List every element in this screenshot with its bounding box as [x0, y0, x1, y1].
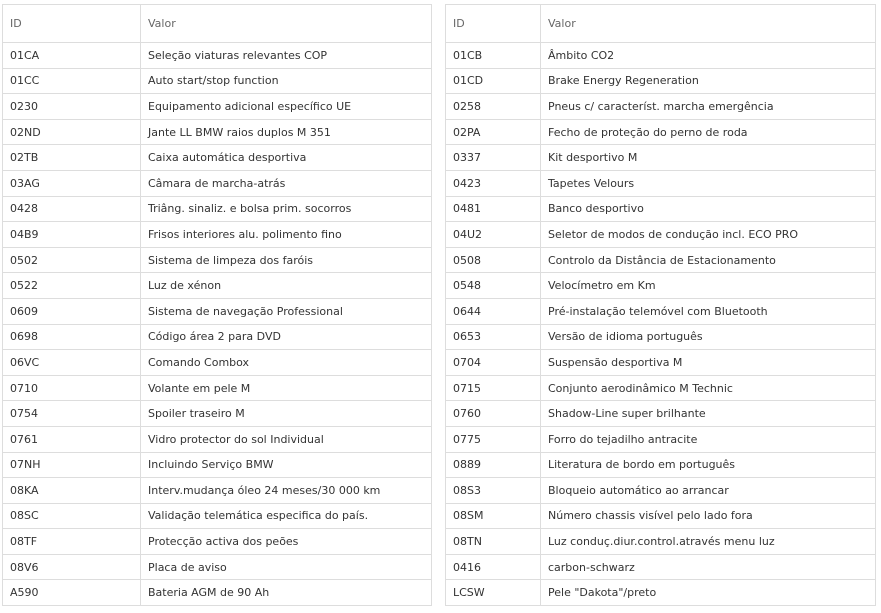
cell-value: Conjunto aerodinâmico M Technic	[541, 375, 876, 401]
cell-id: 0710	[3, 375, 141, 401]
table-row	[3, 247, 432, 273]
cell-value: Fecho de proteção do perno de roda	[541, 119, 876, 145]
cell-id: 0644	[446, 298, 541, 324]
cell-id: 0522	[3, 273, 141, 299]
cell-value: Vidro protector do sol Individual	[141, 426, 432, 452]
table-row	[3, 375, 432, 401]
cell-value: Luz conduç.diur.control.através menu luz	[541, 529, 876, 555]
table-row	[3, 145, 432, 171]
table-row	[446, 170, 876, 196]
cell-id: 0548	[446, 273, 541, 299]
cell-value: Shadow-Line super brilhante	[541, 401, 876, 427]
cell-id: 08TF	[3, 529, 141, 555]
cell-id: A590	[3, 580, 141, 606]
cell-id: 0760	[446, 401, 541, 427]
cell-value: Tapetes Velours	[541, 170, 876, 196]
cell-id: 0508	[446, 247, 541, 273]
cell-id: 08V6	[3, 554, 141, 580]
cell-id: 07NH	[3, 452, 141, 478]
cell-id: 0715	[446, 375, 541, 401]
cell-value: Banco desportivo	[541, 196, 876, 222]
cell-id: 0423	[446, 170, 541, 196]
cell-id: 01CA	[3, 43, 141, 69]
cell-value: Âmbito CO2	[541, 43, 876, 69]
table-row	[3, 298, 432, 324]
table-row	[446, 43, 876, 69]
table-row	[446, 426, 876, 452]
cell-id: 0653	[446, 324, 541, 350]
table-row	[3, 401, 432, 427]
cell-id: 03AG	[3, 170, 141, 196]
table-body	[446, 43, 876, 606]
column-header-id: ID	[3, 5, 141, 43]
cell-value: Spoiler traseiro M	[141, 401, 432, 427]
cell-value: Auto start/stop function	[141, 68, 432, 94]
table-row	[3, 68, 432, 94]
cell-id: LCSW	[446, 580, 541, 606]
cell-value: Interv.mudança óleo 24 meses/30 000 km	[141, 478, 432, 504]
cell-id: 02PA	[446, 119, 541, 145]
column-header-id: ID	[446, 5, 541, 43]
cell-value: Número chassis visível pelo lado fora	[541, 503, 876, 529]
cell-value: Sistema de navegação Professional	[141, 298, 432, 324]
cell-value: Protecção activa dos peões	[141, 529, 432, 555]
cell-value: Brake Energy Regeneration	[541, 68, 876, 94]
cell-id: 0230	[3, 94, 141, 120]
cell-value: Kit desportivo M	[541, 145, 876, 171]
table-row	[446, 145, 876, 171]
cell-value: Suspensão desportiva M	[541, 350, 876, 376]
table-row	[446, 478, 876, 504]
table-row	[446, 119, 876, 145]
cell-value: Câmara de marcha-atrás	[141, 170, 432, 196]
cell-value: Versão de idioma português	[541, 324, 876, 350]
table-row	[446, 375, 876, 401]
cell-id: 0704	[446, 350, 541, 376]
cell-value: Seletor de modos de condução incl. ECO PRO	[541, 222, 876, 248]
table-header-row	[446, 5, 876, 43]
table-row	[3, 273, 432, 299]
table-row	[446, 94, 876, 120]
cell-value: Luz de xénon	[141, 273, 432, 299]
cell-value: Pré-instalação telemóvel com Bluetooth	[541, 298, 876, 324]
table-row	[3, 119, 432, 145]
cell-value: Triâng. sinaliz. e bolsa prim. socorros	[141, 196, 432, 222]
table-row	[3, 580, 432, 606]
table-row	[3, 503, 432, 529]
cell-value: Código área 2 para DVD	[141, 324, 432, 350]
cell-id: 0775	[446, 426, 541, 452]
table-row	[446, 273, 876, 299]
table-row	[446, 247, 876, 273]
column-header-value: Valor	[141, 5, 432, 43]
table-row	[446, 401, 876, 427]
table-row	[446, 580, 876, 606]
cell-value: Validação telemática especifica do país.	[141, 503, 432, 529]
cell-value: Literatura de bordo em português	[541, 452, 876, 478]
cell-id: 01CD	[446, 68, 541, 94]
table-row	[446, 324, 876, 350]
table-row	[446, 298, 876, 324]
table-body	[3, 43, 432, 606]
cell-id: 0698	[3, 324, 141, 350]
table-row	[446, 350, 876, 376]
cell-value: Pneus c/ característ. marcha emergência	[541, 94, 876, 120]
cell-id: 01CC	[3, 68, 141, 94]
table-row	[3, 94, 432, 120]
cell-value: Velocímetro em Km	[541, 273, 876, 299]
table-row	[446, 452, 876, 478]
table-row	[3, 196, 432, 222]
cell-id: 08SM	[446, 503, 541, 529]
cell-id: 0502	[3, 247, 141, 273]
cell-value: Incluindo Serviço BMW	[141, 452, 432, 478]
table-row	[446, 503, 876, 529]
table-row	[446, 529, 876, 555]
cell-value: Frisos interiores alu. polimento fino	[141, 222, 432, 248]
cell-value: Bloqueio automático ao arrancar	[541, 478, 876, 504]
cell-value: Jante LL BMW raios duplos M 351	[141, 119, 432, 145]
table-row	[3, 350, 432, 376]
column-header-value: Valor	[541, 5, 876, 43]
cell-value: carbon-schwarz	[541, 554, 876, 580]
table-row	[3, 222, 432, 248]
table-row	[3, 324, 432, 350]
cell-id: 0337	[446, 145, 541, 171]
cell-value: Comando Combox	[141, 350, 432, 376]
table-row	[446, 196, 876, 222]
cell-id: 08TN	[446, 529, 541, 555]
table-row	[3, 554, 432, 580]
cell-value: Bateria AGM de 90 Ah	[141, 580, 432, 606]
cell-id: 06VC	[3, 350, 141, 376]
cell-id: 02ND	[3, 119, 141, 145]
cell-id: 08KA	[3, 478, 141, 504]
cell-id: 0258	[446, 94, 541, 120]
table-row	[446, 68, 876, 94]
table-row	[3, 529, 432, 555]
cell-id: 02TB	[3, 145, 141, 171]
table-header-row	[3, 5, 432, 43]
cell-id: 0754	[3, 401, 141, 427]
cell-id: 04B9	[3, 222, 141, 248]
cell-id: 08S3	[446, 478, 541, 504]
table-row	[3, 43, 432, 69]
table-row	[3, 452, 432, 478]
equipment-table-right	[445, 4, 876, 606]
cell-id: 0481	[446, 196, 541, 222]
cell-id: 0609	[3, 298, 141, 324]
table-row	[3, 170, 432, 196]
cell-value: Equipamento adicional específico UE	[141, 94, 432, 120]
cell-value: Placa de aviso	[141, 554, 432, 580]
equipment-table-left	[2, 4, 432, 606]
cell-value: Sistema de limpeza dos faróis	[141, 247, 432, 273]
cell-id: 0428	[3, 196, 141, 222]
cell-id: 01CB	[446, 43, 541, 69]
cell-value: Volante em pele M	[141, 375, 432, 401]
cell-id: 0761	[3, 426, 141, 452]
cell-value: Controlo da Distância de Estacionamento	[541, 247, 876, 273]
table-row	[446, 222, 876, 248]
table-row	[3, 478, 432, 504]
cell-id: 04U2	[446, 222, 541, 248]
cell-value: Caixa automática desportiva	[141, 145, 432, 171]
cell-id: 0416	[446, 554, 541, 580]
cell-id: 08SC	[3, 503, 141, 529]
cell-value: Forro do tejadilho antracite	[541, 426, 876, 452]
table-row	[3, 426, 432, 452]
cell-id: 0889	[446, 452, 541, 478]
cell-value: Pele "Dakota"/preto	[541, 580, 876, 606]
table-row	[446, 554, 876, 580]
cell-value: Seleção viaturas relevantes COP	[141, 43, 432, 69]
